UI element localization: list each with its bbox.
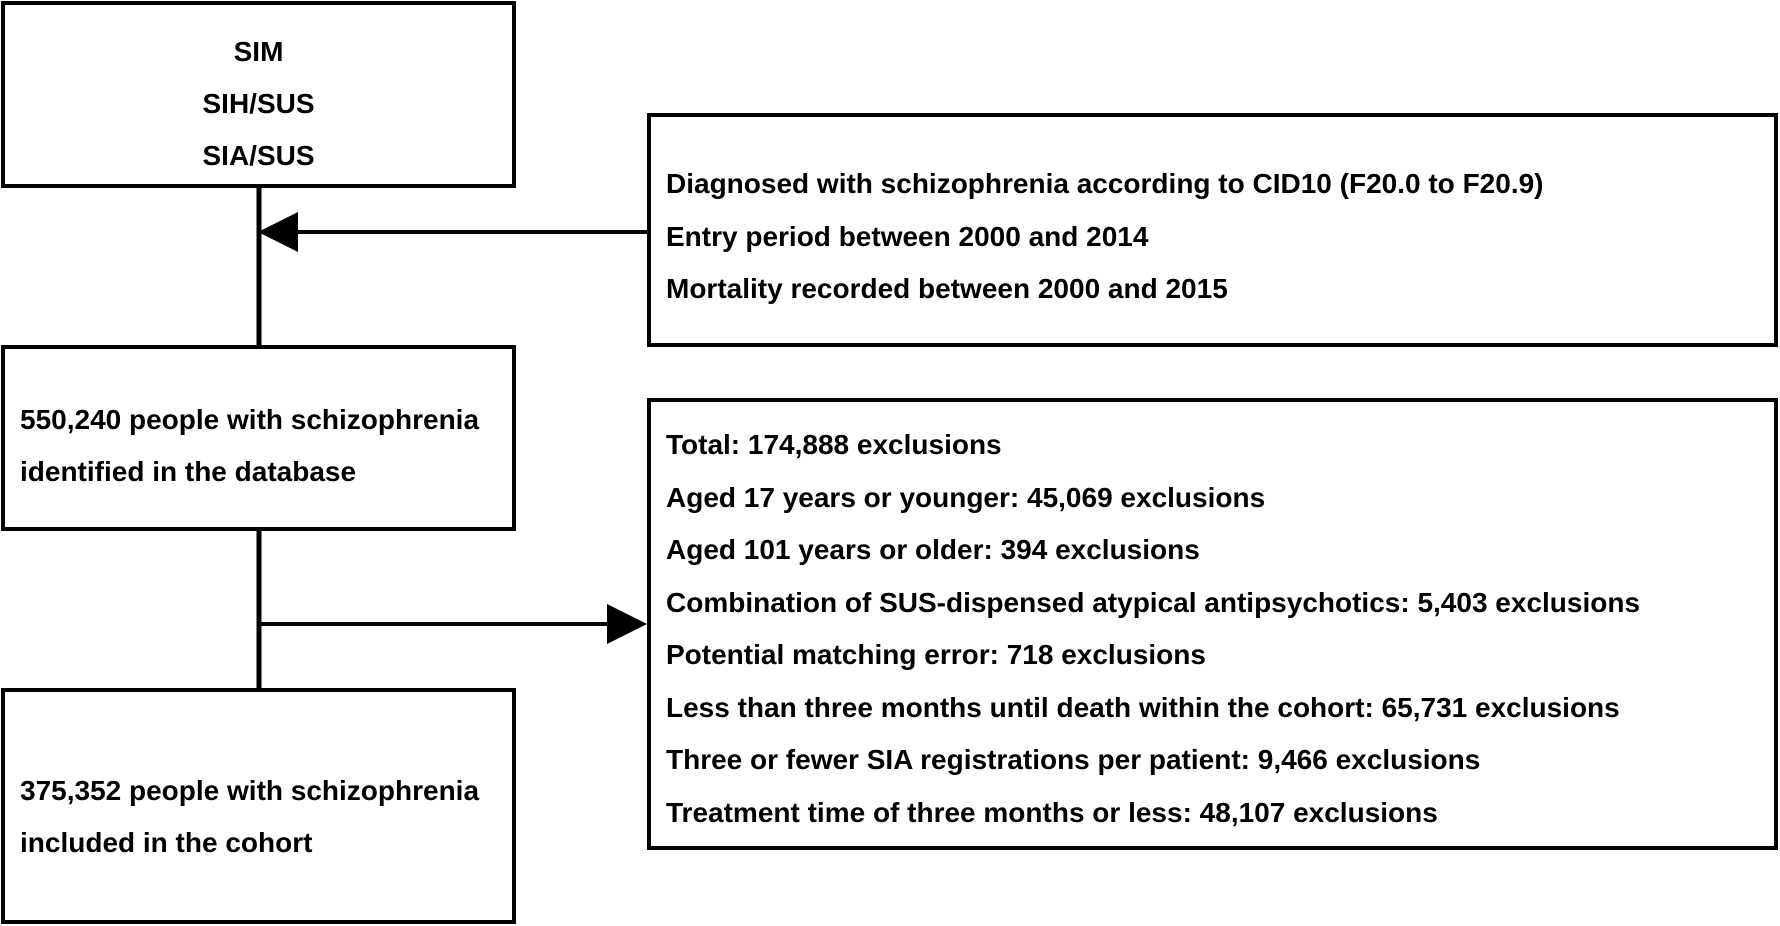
exclusion-item: Combination of SUS-dispensed atypical antipsychotics: 5,403 exclusions [666, 587, 1641, 618]
source-sih-sus: SIH/SUS [202, 88, 315, 119]
inclusion-criterion: Diagnosed with schizophrenia according to CID10 (F20.0 to F20.9) [666, 168, 1544, 199]
identified-text: identified in the database [20, 456, 357, 487]
exclusion-item: Treatment time of three months or less: 48,107 exclusions [666, 797, 1438, 828]
identified-text: 550,240 people with schizophrenia [20, 404, 480, 435]
exclusion-total: Total: 174,888 exclusions [666, 429, 1002, 460]
inclusion-criterion: Mortality recorded between 2000 and 2015 [666, 273, 1228, 304]
exclusion-item: Aged 101 years or older: 394 exclusions [666, 534, 1200, 565]
exclusions-box [647, 398, 1778, 850]
inclusion-criteria-box [647, 113, 1778, 347]
cohort-text: included in the cohort [20, 827, 313, 858]
cohort-text: 375,352 people with schizophrenia [20, 775, 480, 806]
inclusion-criterion: Entry period between 2000 and 2014 [666, 221, 1149, 252]
exclusion-item: Less than three months until death within the cohort: 65,731 exclusions [666, 692, 1620, 723]
identified-box [1, 345, 516, 531]
exclusion-item: Potential matching error: 718 exclusions [666, 639, 1206, 670]
source-sim: SIM [233, 36, 284, 67]
exclusion-item: Aged 17 years or younger: 45,069 exclusions [666, 482, 1266, 513]
sources-box [1, 1, 516, 188]
exclusion-item: Three or fewer SIA registrations per patient: 9,466 exclusions [666, 744, 1481, 775]
cohort-box [1, 688, 516, 924]
source-sia-sus: SIA/SUS [202, 140, 315, 171]
